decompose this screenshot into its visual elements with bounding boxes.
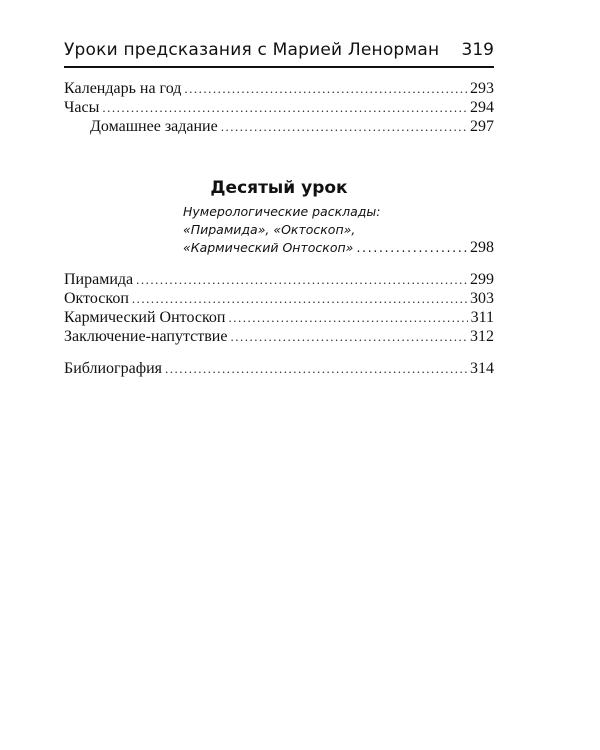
lesson-heading: Десятый урок [210,178,348,198]
toc-entry-pyramid [64,270,494,290]
toc-entry-octoscope [64,289,494,309]
toc-entry-page: 294 [470,99,494,116]
toc-entry-homework [90,117,494,137]
toc-entry-bibliography [64,359,494,379]
lesson-subtitle-page: 298 [470,239,494,256]
toc-entry-label: Домашнее задание [90,118,218,135]
toc-leader-dots [102,98,467,118]
toc-entry-label: Календарь на год [64,80,182,97]
toc-entry-label: Заключение-напутствие [64,328,228,345]
toc-leader-dots [228,308,467,328]
running-header [64,36,494,68]
toc-leader-dots [221,117,467,137]
toc-entry-label: Пирамида [64,271,134,288]
toc-entry-label: Библиография [64,360,162,377]
toc-entry-page: 299 [470,271,494,288]
toc-entry-page: 303 [470,290,494,307]
header-page-number: 319 [461,40,494,60]
toc-entry-label: Октоскоп [64,290,129,307]
toc-entry-page: 312 [470,328,494,345]
running-title: Уроки предсказания с Марией Ленорман [64,40,440,60]
toc-entry-conclusion [64,327,494,347]
toc-leader-dots [132,289,467,309]
toc-entry-page: 314 [470,360,494,377]
lesson-subtitle-text: «Кармический Онтоскоп» [183,240,354,255]
toc-leader-dots [184,79,467,99]
toc-leader-dots [136,270,467,290]
toc-entry-label: Кармический Онтоскоп [64,309,226,326]
toc-entry-clock [64,98,494,118]
toc-entry-page: 297 [470,118,494,135]
toc-entry-page: 293 [470,80,494,97]
toc-leader-dots [165,359,467,379]
lesson-subtitle-line-1: Нумерологические расклады: [183,204,381,219]
lesson-subtitle-line-2: «Пирамида», «Октоскоп», [183,222,356,237]
toc-entry-page: 311 [470,309,494,326]
lesson-subtitle-line-3 [183,239,494,258]
toc-entry-karmic-ontoscope [64,308,494,328]
toc-leader-dots [356,240,467,258]
toc-leader-dots [230,327,467,347]
toc-entry-calendar [64,79,494,99]
toc-entry-label: Часы [64,99,100,116]
